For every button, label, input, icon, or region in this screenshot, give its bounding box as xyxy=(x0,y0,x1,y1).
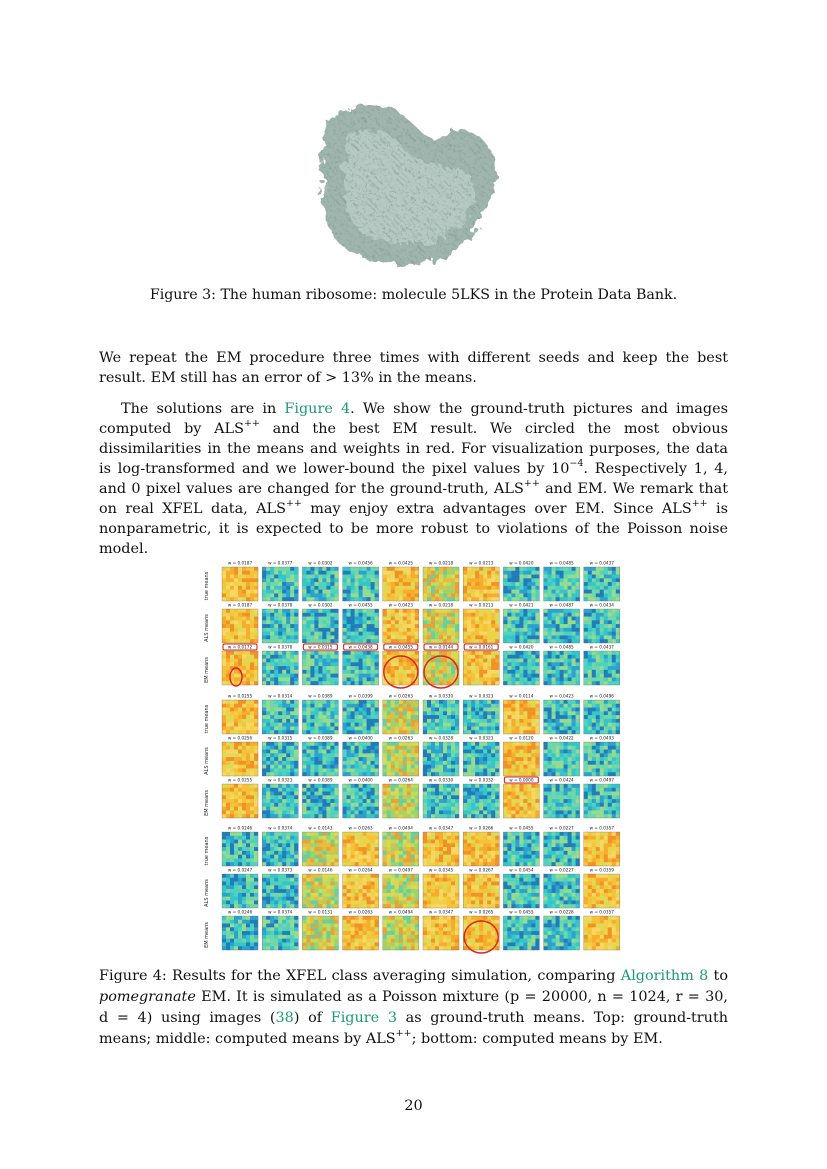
weight-label: w = 0.0400 xyxy=(348,735,373,741)
weight-label: w = 0.0114 xyxy=(509,693,534,699)
weight-label: w = 0.0161 xyxy=(469,644,494,650)
weight-label: w = 0.0267 xyxy=(469,867,494,873)
weight-label: w = 0.0256 xyxy=(227,735,253,741)
heatmap-image xyxy=(544,609,580,643)
weight-label: w = 0.0302 xyxy=(308,560,333,566)
weight-label: w = 0.0315 xyxy=(268,735,293,741)
heatmap-image xyxy=(503,651,539,685)
weight-label: w = 0.0494 xyxy=(388,825,413,831)
figure-3-caption: Figure 3: The human ribosome: molecule 5LKS in the Protein Data Bank. xyxy=(149,287,678,303)
row-label: EM means xyxy=(204,657,210,683)
weight-label: w = 0.0497 xyxy=(388,867,413,873)
weight-label: w = 0.0265 xyxy=(469,909,494,915)
heatmap-image xyxy=(463,874,499,908)
heatmap-image xyxy=(302,832,338,866)
heatmap-image xyxy=(423,874,459,908)
heatmap-image xyxy=(262,567,298,601)
weight-label: w = 0.0131 xyxy=(308,909,333,915)
weight-label: w = 0.0345 xyxy=(428,867,454,873)
heatmap-image xyxy=(262,700,298,734)
heatmap-image xyxy=(302,742,338,776)
weight-label: w = 0.0455 xyxy=(509,909,534,915)
row-label: EM means xyxy=(204,922,210,948)
weight-label: w = 0.0323 xyxy=(469,735,494,741)
weight-label: w = 0.0247 xyxy=(227,867,253,873)
link-figure-4[interactable]: Figure 4 xyxy=(284,401,351,417)
heatmap-image xyxy=(222,609,258,643)
heatmap-image xyxy=(584,742,620,776)
heatmap-image xyxy=(423,784,459,818)
heatmap-image xyxy=(262,784,298,818)
weight-label: w = 0.0347 xyxy=(428,825,454,831)
weight-label: w = 0.0455 xyxy=(388,644,413,650)
weight-label: w = 0.0454 xyxy=(509,867,534,873)
heatmap-image xyxy=(302,700,338,734)
row-label: true means xyxy=(204,571,210,601)
figure-4-grid xyxy=(200,556,630,956)
heatmap-image xyxy=(343,651,379,685)
heatmap-image xyxy=(584,700,620,734)
heatmap-image xyxy=(383,874,419,908)
weight-label: w = 0.0330 xyxy=(428,777,454,783)
link-figure-3[interactable]: Figure 3 xyxy=(330,1010,397,1026)
heatmap-image xyxy=(503,742,539,776)
weight-label: w = 0.0425 xyxy=(388,560,413,566)
heatmap-image xyxy=(222,651,258,685)
weight-label: w = 0.0485 xyxy=(549,644,574,650)
weight-label: w = 0.0494 xyxy=(388,909,413,915)
heatmap-image xyxy=(463,742,499,776)
heatmap-image xyxy=(383,916,419,950)
heatmap-image xyxy=(222,784,258,818)
heatmap-image xyxy=(544,567,580,601)
heatmap-image xyxy=(302,609,338,643)
weight-label: w = 0.0218 xyxy=(428,602,454,608)
weight-label: w = 0.0422 xyxy=(549,735,574,741)
heatmap-image xyxy=(503,700,539,734)
row-label: ALS means xyxy=(204,879,210,907)
heatmap-image xyxy=(544,874,580,908)
weight-label: w = 0.0227 xyxy=(549,825,574,831)
weight-label: w = 0.0437 xyxy=(589,644,614,650)
row-label: true means xyxy=(204,704,210,734)
weight-label: w = 0.0302 xyxy=(308,602,333,608)
weight-label: w = 0.0377 xyxy=(268,560,293,566)
weight-label: w = 0.0423 xyxy=(388,602,413,608)
heatmap-image xyxy=(343,700,379,734)
weight-label: w = 0.0332 xyxy=(469,777,494,783)
row-label: EM means xyxy=(204,790,210,816)
weight-label: w = 0.0389 xyxy=(308,735,333,741)
heatmap-image xyxy=(343,784,379,818)
heatmap-image xyxy=(343,916,379,950)
weight-label: w = 0.0455 xyxy=(348,602,373,608)
weight-label: w = 0.0423 xyxy=(549,693,574,699)
heatmap-image xyxy=(222,742,258,776)
heatmap-image xyxy=(503,874,539,908)
heatmap-image xyxy=(503,916,539,950)
weight-label: w = 0.0263 xyxy=(388,693,413,699)
weight-label: w = 0.0264 xyxy=(348,867,373,873)
weight-label: w = 0.0266 xyxy=(469,825,494,831)
figure-3-image xyxy=(300,95,520,273)
weight-label: w = 0.0143 xyxy=(308,825,333,831)
heatmap-image xyxy=(302,784,338,818)
heatmap-image xyxy=(343,567,379,601)
heatmap-image xyxy=(544,651,580,685)
weight-label: w = 0.0455 xyxy=(509,825,534,831)
heatmap-image xyxy=(423,916,459,950)
link-algorithm-8[interactable]: Algorithm 8 xyxy=(620,968,709,984)
heatmap-image xyxy=(343,742,379,776)
heatmap-image xyxy=(423,567,459,601)
weight-label: w = 0.0487 xyxy=(549,602,574,608)
weight-label: w = 0.0000 xyxy=(509,777,534,783)
weight-label: w = 0.0485 xyxy=(549,560,574,566)
heatmap-image xyxy=(584,874,620,908)
weight-label: w = 0.0263 xyxy=(388,735,413,741)
paragraph-em-repeat: We repeat the EM procedure three times with different seeds and keep the best result. EM still has an error of > 13% in the means. xyxy=(99,350,728,386)
heatmap-image xyxy=(584,609,620,643)
heatmap-image xyxy=(343,832,379,866)
heatmap-image xyxy=(383,832,419,866)
figure-4 xyxy=(200,556,630,956)
weight-label: w = 0.0227 xyxy=(549,867,574,873)
weight-label: w = 0.0399 xyxy=(348,693,373,699)
weight-label: w = 0.0263 xyxy=(348,825,373,831)
heatmap-image xyxy=(423,609,459,643)
weight-label: w = 0.0255 xyxy=(227,777,253,783)
weight-label: w = 0.0213 xyxy=(469,560,494,566)
heatmap-image xyxy=(544,784,580,818)
weight-label: w = 0.0420 xyxy=(509,560,534,566)
heatmap-image xyxy=(222,916,258,950)
figure-4-caption: Figure 4: Results for the XFEL class averaging simulation, comparing Algorithm 8 to pomegranate EM. It is simulated as a Poisson mixture (p = 20000, n = 1024, r = 30, d = 4) using images (38) of Figure 3 as ground-truth means. Top: ground-truth means; middle: computed means by ALS++; bottom: computed means by EM. xyxy=(99,968,729,1047)
heatmap-image xyxy=(544,916,580,950)
heatmap-image xyxy=(262,609,298,643)
heatmap-image xyxy=(463,700,499,734)
heatmap-image xyxy=(343,874,379,908)
weight-label: w = 0.0144 xyxy=(428,644,454,650)
heatmap-image xyxy=(584,916,620,950)
weight-label: w = 0.0400 xyxy=(348,777,373,783)
weight-label: w = 0.0187 xyxy=(227,602,253,608)
weight-label: w = 0.0146 xyxy=(308,867,333,873)
row-label: ALS means xyxy=(204,747,210,775)
heatmap-image xyxy=(383,567,419,601)
heatmap-image xyxy=(463,567,499,601)
weight-label: w = 0.0374 xyxy=(268,909,293,915)
heatmap-image xyxy=(222,700,258,734)
heatmap-image xyxy=(302,651,338,685)
weight-label: w = 0.0434 xyxy=(589,602,614,608)
heatmap-image xyxy=(544,832,580,866)
heatmap-image xyxy=(584,567,620,601)
weight-label: w = 0.0263 xyxy=(348,909,373,915)
weight-label: w = 0.0255 xyxy=(227,693,253,699)
heatmap-image xyxy=(343,609,379,643)
heatmap-image xyxy=(302,874,338,908)
heatmap-image xyxy=(584,651,620,685)
weight-label: w = 0.0264 xyxy=(388,777,413,783)
weight-label: w = 0.0357 xyxy=(589,909,614,915)
heatmap-image xyxy=(262,742,298,776)
weight-label: w = 0.0456 xyxy=(348,560,373,566)
heatmap-image xyxy=(262,916,298,950)
weight-label: w = 0.0172 xyxy=(227,644,253,650)
heatmap-image xyxy=(544,742,580,776)
weight-label: w = 0.0493 xyxy=(589,735,614,741)
weight-label: w = 0.0328 xyxy=(428,735,454,741)
weight-label: w = 0.0218 xyxy=(428,560,454,566)
heatmap-image xyxy=(463,651,499,685)
heatmap-image xyxy=(463,832,499,866)
weight-label: w = 0.0246 xyxy=(227,909,253,915)
row-label: ALS means xyxy=(204,614,210,642)
weight-label: w = 0.0378 xyxy=(268,602,293,608)
weight-label: w = 0.0314 xyxy=(268,693,293,699)
row-label: true means xyxy=(204,836,210,866)
heatmap-image xyxy=(302,916,338,950)
heatmap-image xyxy=(262,874,298,908)
heatmap-image xyxy=(584,832,620,866)
heatmap-image xyxy=(383,609,419,643)
paragraph-solutions: The solutions are in Figure 4. We show the ground-truth pictures and images computed by ALS++ and the best EM result. We circled the most obvious dissimilarities in the means and weights in red. For visualization purposes, the data is log-transformed and we lower-bound the pixel values by $10^{-4}$. Respectively 1, 4, and 0 pixel values are changed for the ground-truth, ALS++ and EM. We remark that on real XFEL data, ALS++ may enjoy extra advantages over EM. Since ALS++ is nonparametric, it is expected to be more robust to violations of the Poisson noise model. xyxy=(99,401,729,557)
heatmap-image xyxy=(503,832,539,866)
weight-label: w = 0.0347 xyxy=(428,909,454,915)
weight-label: w = 0.0421 xyxy=(509,602,534,608)
heatmap-image xyxy=(222,874,258,908)
weight-label: w = 0.0374 xyxy=(268,825,293,831)
weight-label: w = 0.0187 xyxy=(227,560,253,566)
weight-label: w = 0.0323 xyxy=(469,693,494,699)
heatmap-image xyxy=(262,651,298,685)
weight-label: w = 0.0357 xyxy=(589,825,614,831)
heatmap-image xyxy=(383,700,419,734)
link-equation-38[interactable]: 38 xyxy=(275,1010,294,1026)
heatmap-image xyxy=(503,609,539,643)
weight-label: w = 0.0437 xyxy=(589,560,614,566)
heatmap-image xyxy=(503,567,539,601)
heatmap-image xyxy=(423,832,459,866)
weight-label: w = 0.0359 xyxy=(589,867,614,873)
heatmap-image xyxy=(222,567,258,601)
heatmap-image xyxy=(503,784,539,818)
weight-label: w = 0.0420 xyxy=(509,644,534,650)
weight-label: w = 0.0315 xyxy=(308,644,333,650)
heatmap-image xyxy=(302,567,338,601)
weight-label: w = 0.0228 xyxy=(549,909,574,915)
weight-label: w = 0.0496 xyxy=(589,693,614,699)
weight-label: w = 0.0497 xyxy=(589,777,614,783)
weight-label: w = 0.0389 xyxy=(308,777,333,783)
weight-label: w = 0.0330 xyxy=(428,693,454,699)
weight-label: w = 0.0246 xyxy=(227,825,253,831)
heatmap-image xyxy=(262,832,298,866)
heatmap-image xyxy=(423,742,459,776)
weight-label: w = 0.0373 xyxy=(268,867,293,873)
weight-label: w = 0.0120 xyxy=(509,735,534,741)
heatmap-image xyxy=(423,700,459,734)
heatmap-image xyxy=(463,784,499,818)
heatmap-image xyxy=(383,742,419,776)
heatmap-image xyxy=(222,832,258,866)
weight-label: w = 0.0389 xyxy=(308,693,333,699)
weight-label: w = 0.0213 xyxy=(469,602,494,608)
heatmap-image xyxy=(544,700,580,734)
heatmap-image xyxy=(584,784,620,818)
weight-label: w = 0.0378 xyxy=(268,644,293,650)
heatmap-image xyxy=(383,784,419,818)
heatmap-image xyxy=(463,609,499,643)
weight-label: w = 0.0438 xyxy=(348,644,373,650)
page-number: 20 xyxy=(404,1098,423,1114)
weight-label: w = 0.0424 xyxy=(549,777,574,783)
weight-label: w = 0.0323 xyxy=(268,777,293,783)
